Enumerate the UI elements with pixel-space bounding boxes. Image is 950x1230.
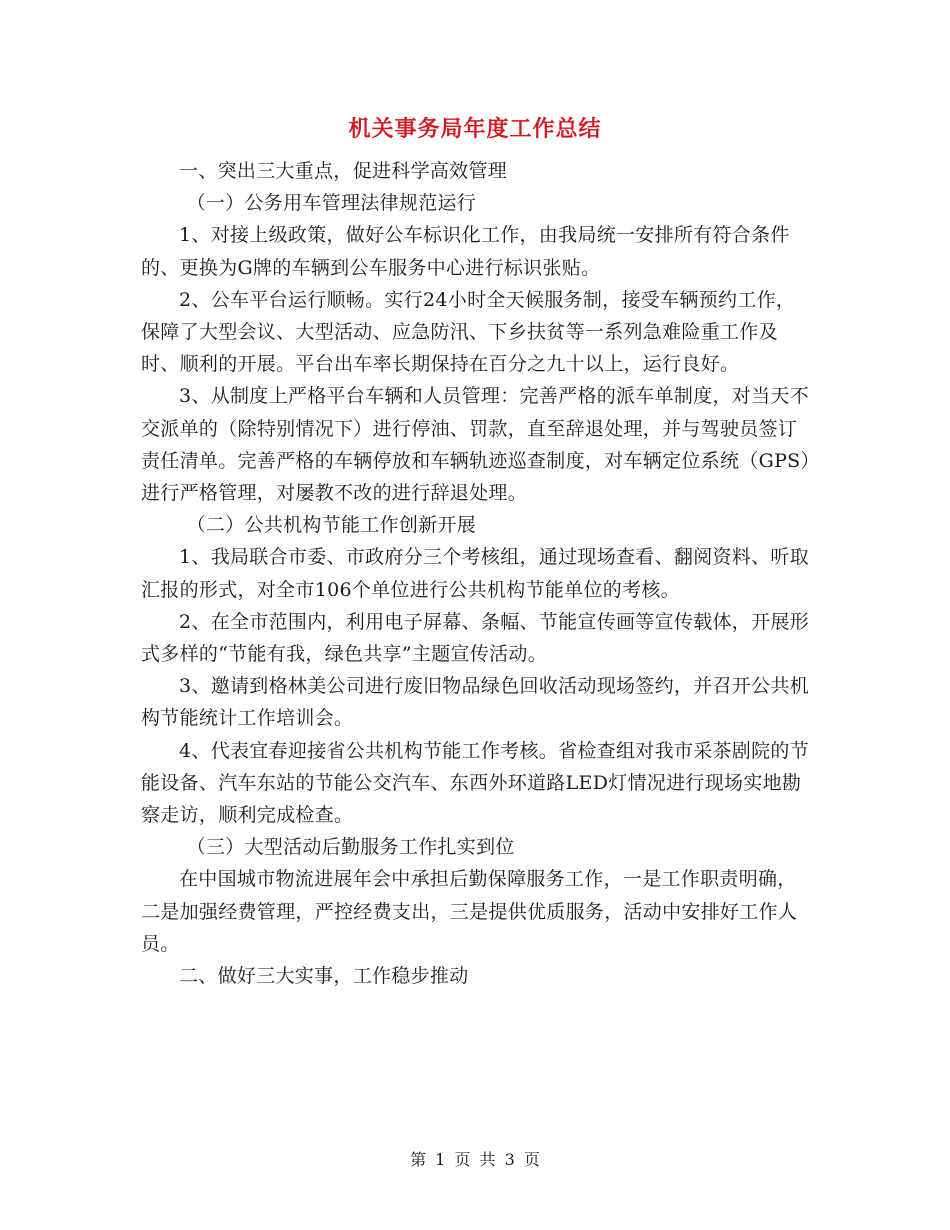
section-heading: 二、做好三大实事，工作稳步推动 xyxy=(179,965,469,988)
document-body xyxy=(141,155,811,992)
subsection-heading: （三）大型活动后勤服务工作扎实到位 xyxy=(186,836,515,859)
subsection-heading: （一）公务用车管理法律规范运行 xyxy=(186,192,477,215)
paragraph: 2、公车平台运行顺畅。实行24小时全天候服务制，接受车辆预约工作，保障了大型会议、大型活动、应急防汛、下乡扶贫等一系列急难险重工作及时、顺利的开展。平台出车率长期保持在百分之九十以上，运行良好。 xyxy=(141,288,796,376)
paragraph: 3、邀请到格林美公司进行废旧物品绿色回收活动现场签约，并召开公共机构节能统计工作培训会。 xyxy=(141,675,809,730)
paragraph: 2、在全市范围内，利用电子屏幕、条幅、节能宣传画等宣传载体，开展形式多样的“节能有我，绿色共享”主题宣传活动。 xyxy=(141,610,809,666)
paragraph: 1、对接上级政策，做好公车标识化工作，由我局统一安排所有符合条件的、更换为G牌的车辆到公车服务中心进行标识张贴。 xyxy=(141,224,790,279)
paragraph: 1、我局联合市委、市政府分三个考核组，通过现场查看、翻阅资料、听取汇报的形式，对全市106个单位进行公共机构节能单位的考核。 xyxy=(141,546,809,601)
subsection-heading: （二）公共机构节能工作创新开展 xyxy=(186,514,477,537)
paragraph: 4、代表宜春迎接省公共机构节能工作考核。省检查组对我市采茶剧院的节能设备、汽车东站的节能公交汽车、东西外环道路LED灯情况进行现场实地勘察走访，顺利完成检查。 xyxy=(141,739,809,827)
page-footer: 第 1 页 共 3 页 xyxy=(410,1150,540,1169)
document-title: 机关事务局年度工作总结 xyxy=(348,117,602,142)
paragraph: 在中国城市物流进展年会中承担后勤保障服务工作，一是工作职责明确，二是加强经费管理，严控经费支出，三是提供优质服务，活动中安排好工作人员。 xyxy=(141,868,798,955)
paragraph: 3、从制度上严格平台车辆和人员管理：完善严格的派车单制度，对当天不交派单的（除特别情况下）进行停油、罚款，直至辞退处理，并与驾驶员签订责任清单。完善严格的车辆停放和车辆轨迹巡查制度，对车辆定位系统（GPS）进行严格管理，对屡教不改的进行辞退处理。 xyxy=(141,385,811,505)
section-heading: 一、突出三大重点，促进科学高效管理 xyxy=(179,160,508,182)
